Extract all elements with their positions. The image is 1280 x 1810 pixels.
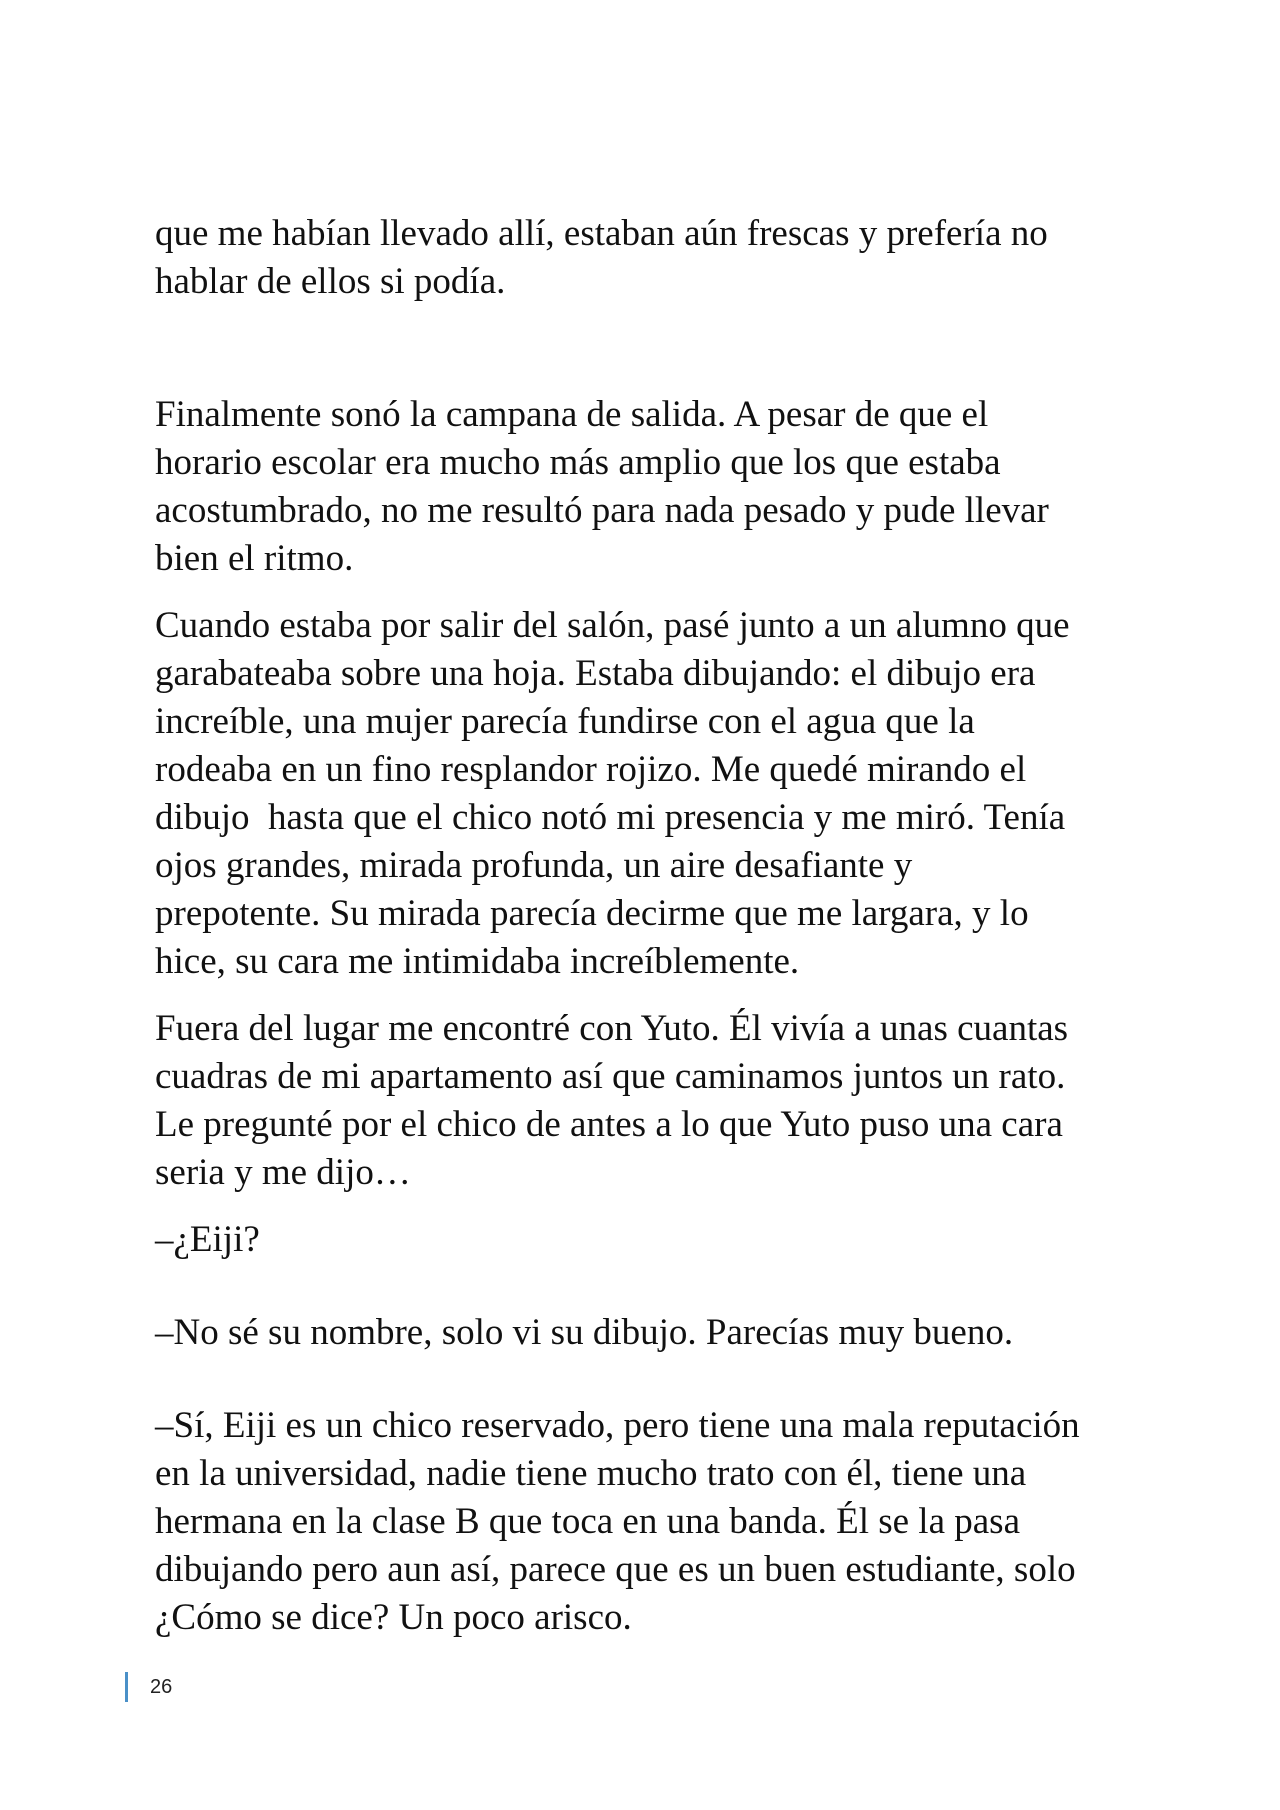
paragraph-yuto: Fuera del lugar me encontré con Yuto. Él vivía a unas cuantas cuadras de mi apartamento así que caminamos juntos un rato. Le pregunté por el chico de antes a lo que Yuto puso una cara seria y me dijo… [155,1008,1069,1193]
paragraph-drawing: Cuando estaba por salir del salón, pasé junto a un alumno que garabateaba sobre una hoja. Estaba dibujando: el dibujo era increíble, una mujer parecía fundirse con el agua que la rodeaba en un fino resplandor rojizo. Me quedé mirando el dibujo hasta que el chico notó mi presencia y me miró. Tenía ojos grandes, mirada profunda, un aire desafiante y prepotente. Su mirada parecía decirme que me largara, y lo hice, su cara me intimidaba increíblemente. [155,605,1070,982]
dialogue-reply: –No sé su nombre, solo vi su dibujo. Parecías muy bueno. [155,1312,1014,1353]
page-number: 26 [150,1675,173,1698]
dialogue-eiji-question: –¿Eiji? [155,1219,260,1260]
body-text [155,210,1155,1642]
footer-accent-bar [125,1672,128,1702]
dialogue-explanation: –Sí, Eiji es un chico reservado, pero tiene una mala reputación en la universidad, nadie tiene mucho trato con él, tiene una hermana en la clase B que toca en una banda. Él se la pasa dibujando pero aun así, parece que es un buen estudiante, solo ¿Cómo se dice? Un poco arisco. [155,1405,1080,1638]
paragraph-bell: Finalmente sonó la campana de salida. A pesar de que el horario escolar era mucho más amplio que los que estaba acostumbrado, no me resultó para nada pesado y pude llevar bien el ritmo. [155,394,1049,579]
paragraph-continuation: que me habían llevado allí, estaban aún frescas y prefería no hablar de ellos si podía. [155,213,1048,302]
page-footer [125,1672,172,1702]
